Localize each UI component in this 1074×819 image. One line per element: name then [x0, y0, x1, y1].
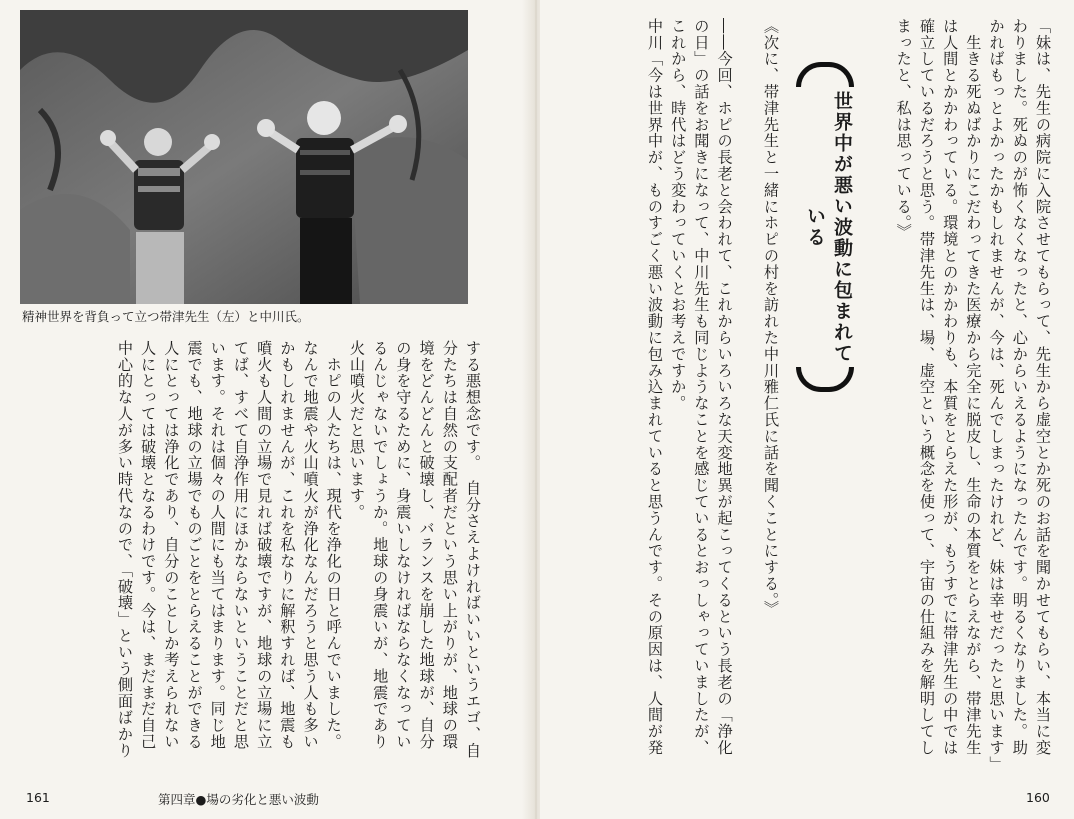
text-line	[736, 18, 759, 758]
text-line: 噴火も人間の立場で見れば破壊ですが、地球の立場に立	[255, 340, 274, 750]
text-line: の身を守るために、身震いしなければならなくなってい	[394, 340, 413, 750]
text-line: 「妹は、先生の病院に入院させてもらって、先生から虚空とか死のお話を聞かせてもらい、本当に変	[1034, 18, 1052, 756]
text-line: 中川「今は世界中が、ものすごく悪い波動に包み込まれていると思うんです。その原因は、人間が発	[645, 18, 664, 756]
text-line: かればもっとよかったかもしれませんが、今は、死んでしまったけれど、妹は幸せだったと思います」	[987, 18, 1006, 773]
heading-bracket-bottom	[796, 367, 854, 392]
text-line: これから、時代はどう変わっていくとお考えですか。	[669, 18, 688, 412]
text-line: 人にとっては破壊となるわけです。今は、まだまだ自己	[139, 340, 158, 750]
text-line: なんで地震や火山噴火が浄化なんだろうと思う人も多い	[301, 340, 320, 750]
photo-illustration	[20, 10, 468, 304]
section-heading: 世界中が悪い波動に包まれている	[804, 90, 853, 364]
heading-bracket-top	[796, 62, 854, 87]
right-page	[540, 0, 1074, 819]
right-body-text	[892, 18, 1054, 773]
text-line: てば、すべて自浄作用にほかならないということだと思	[231, 340, 250, 750]
text-line: 《次に、帯津先生と一緒にホピの村を訪れた中川雅仁氏に話を聞くことにする。》	[762, 18, 780, 618]
text-line: 火山噴火だと思います。	[347, 340, 366, 521]
text-line: する悪想念です。 自分さえよければいいというエゴ、自	[464, 340, 482, 759]
left-page	[0, 0, 532, 819]
text-line: は人間とかかわっている。環境とのかかわりも、本質をとらえた形が、もうすでに帯津先生の中では	[941, 18, 960, 756]
text-line: るんじゃないでしょうか。地球の身震いが、地震であり	[371, 340, 390, 750]
section-heading-box	[790, 62, 853, 392]
text-line: 震でも、地球の立場でものごとをとらえることができる	[185, 340, 204, 750]
text-line: 分たちは自然の支配者だという思い上がりが、地球の環	[440, 340, 459, 750]
text-line: 中心的な人が多い時代なので、「破壊」という側面ばかり	[115, 340, 134, 759]
text-line: 境をどんどんと破壊し、バランスを崩した地球が、自分	[417, 340, 436, 750]
running-head: 第四章●場の劣化と悪い波動	[158, 792, 319, 807]
text-line: わりました。死ぬのが怖くなくなったと、心からいえるようになったんです。明るくなりました。助	[1010, 18, 1029, 756]
text-line: の日」の話をお聞きになって、中川先生も同じようなことを感じているとおっしゃっていましたが、	[692, 18, 711, 756]
left-body-text	[113, 340, 484, 760]
interview-text	[643, 18, 782, 758]
photo	[20, 10, 468, 304]
photo-caption: 精神世界を背負って立つ帯津先生（左）と中川氏。	[22, 309, 310, 324]
page-number-right: 160	[1026, 790, 1050, 805]
text-line: ――今回、ホピの長老と会われて、これからいろいろな天変地異が起こってくるという長老の「浄化	[715, 18, 734, 756]
text-line: ホピの人たちは、現代を浄化の日と呼んでいました。	[324, 340, 343, 750]
text-line: 生きる死ぬばかりにこだわってきた医療から完全に脱皮し、生命の本質をとらえながら、帯津先生	[964, 18, 983, 756]
text-line: います。それは個々の人間にも当てはまります。同じ地	[208, 340, 227, 750]
text-line: 確立しているだろうと思う。帯津先生は、場、虚空という概念を使って、宇宙の仕組みを解明してし	[917, 18, 936, 756]
text-line: まったと、私は思っている。》	[894, 18, 913, 240]
text-line: 人にとっては浄化であり、自分のことしか考えられない	[162, 340, 181, 750]
page-number-left: 161	[26, 790, 50, 805]
text-line: かもしれませんが、これを私なりに解釈すれば、地震も	[278, 340, 297, 750]
